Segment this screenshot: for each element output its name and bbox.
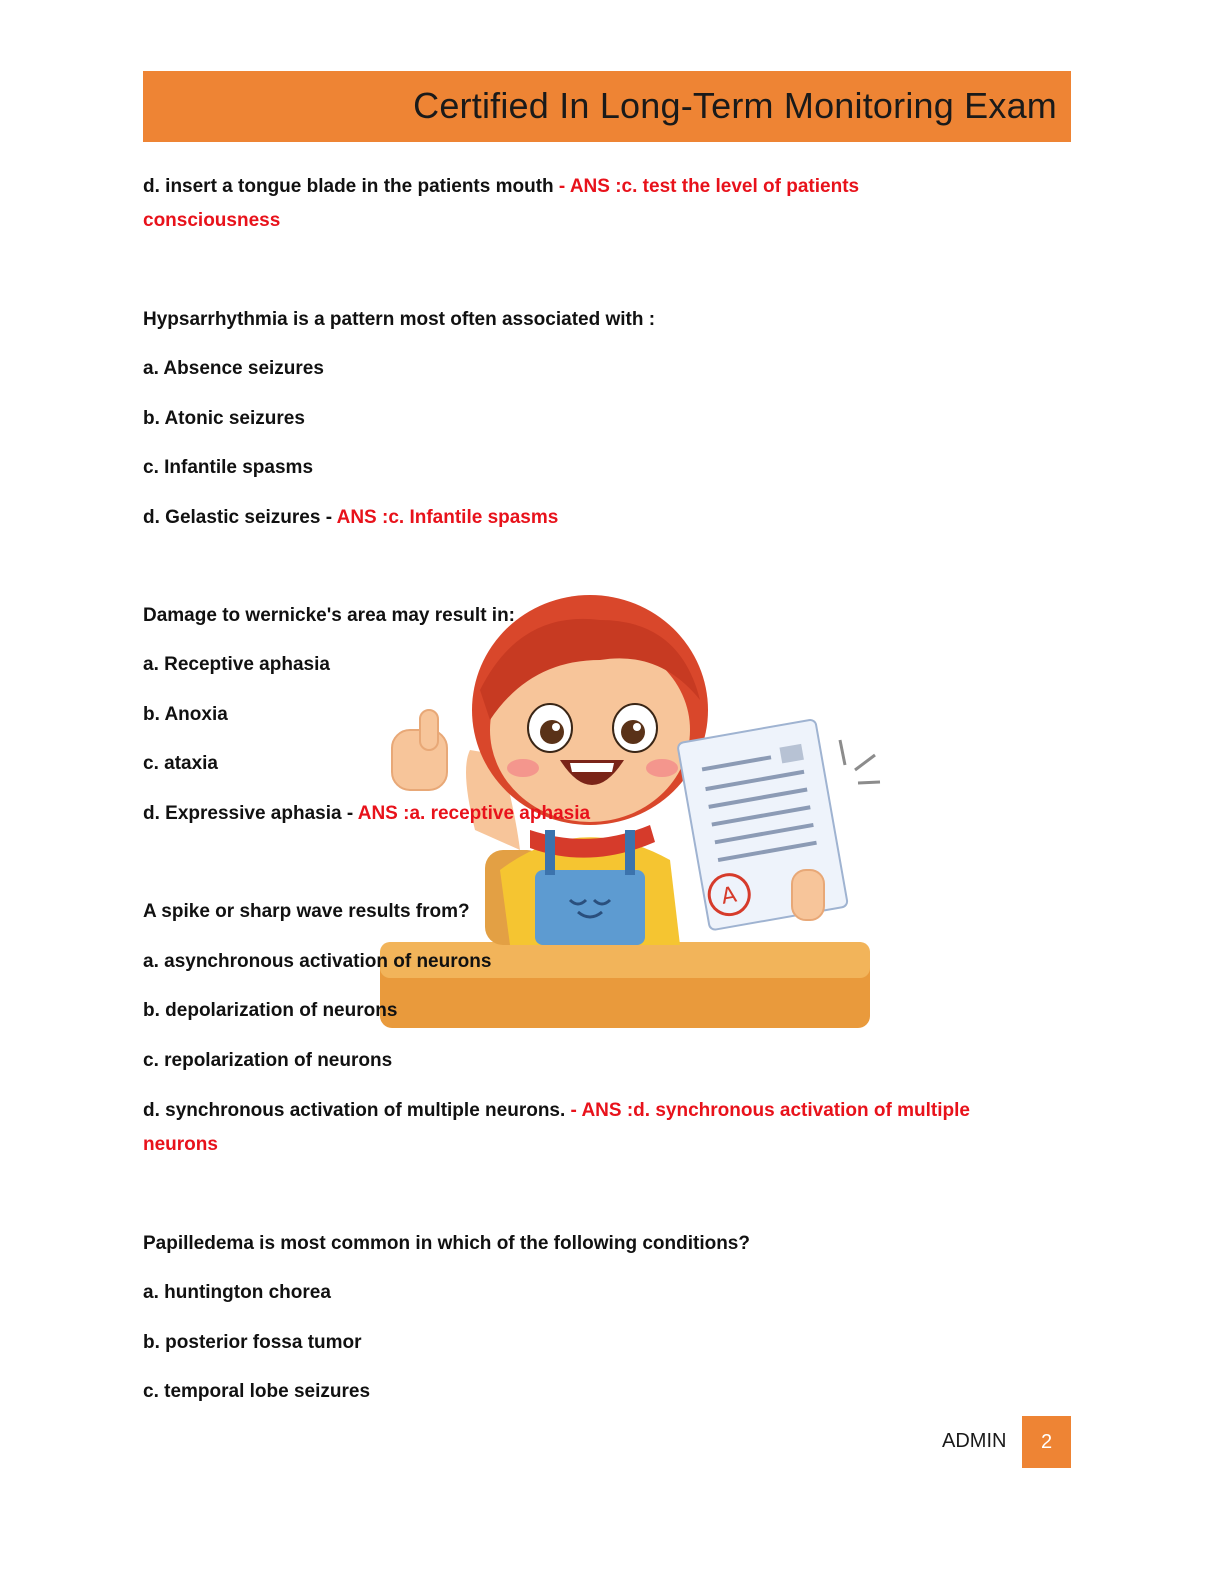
page-number: 2 — [1022, 1416, 1071, 1468]
q4-option-c: c. temporal lobe seizures — [143, 1381, 371, 1402]
q2-option-a: a. Receptive aphasia — [143, 654, 330, 675]
q3-option-c: c. repolarization of neurons — [143, 1050, 393, 1071]
q2-option-d — [143, 802, 590, 826]
q1-option-b: b. Atonic seizures — [143, 408, 305, 429]
q3-option-b: b. depolarization of neurons — [143, 1000, 398, 1021]
q1-question: Hypsarrhythmia is a pattern most often associated with : — [143, 309, 656, 330]
q4-option-b: b. posterior fossa tumor — [143, 1332, 362, 1353]
q1-option-d-text: d. Gelastic seizures - — [143, 507, 337, 528]
page-title: Certified In Long-Term Monitoring Exam — [413, 85, 1057, 126]
q4-option-a: a. huntington chorea — [143, 1282, 331, 1303]
q1-option-d — [143, 506, 558, 530]
q3-option-a: a. asynchronous activation of neurons — [143, 951, 492, 972]
q3-answer: - ANS :d. synchronous activation of multiple — [570, 1100, 970, 1121]
q1-answer: ANS :c. Infantile spasms — [336, 507, 559, 528]
footer-author: ADMIN — [942, 1430, 1007, 1452]
q3-option-d-text: d. synchronous activation of multiple neurons. — [143, 1100, 571, 1121]
prev-answer: - ANS :c. test the level of patients — [558, 176, 860, 197]
q2-option-d-text: d. Expressive aphasia - — [143, 803, 358, 824]
q2-answer: ANS :a. receptive aphasia — [357, 803, 591, 824]
prev-option-d-text: d. insert a tongue blade in the patients mouth — [143, 176, 559, 197]
prev-option-d — [143, 175, 859, 199]
prev-answer-cont: consciousness — [143, 210, 281, 231]
q1-option-c: c. Infantile spasms — [143, 457, 314, 478]
q4-question: Papilledema is most common in which of the following conditions? — [143, 1233, 750, 1254]
q2-option-c: c. ataxia — [143, 753, 218, 774]
q2-question: Damage to wernicke's area may result in: — [143, 605, 516, 626]
q2-option-b: b. Anoxia — [143, 704, 228, 725]
q3-option-d — [143, 1099, 970, 1123]
q3-answer-cont: neurons — [143, 1134, 218, 1155]
q3-question: A spike or sharp wave results from? — [143, 901, 470, 922]
q1-option-a: a. Absence seizures — [143, 358, 324, 379]
svg-text:A: A — [719, 882, 739, 910]
